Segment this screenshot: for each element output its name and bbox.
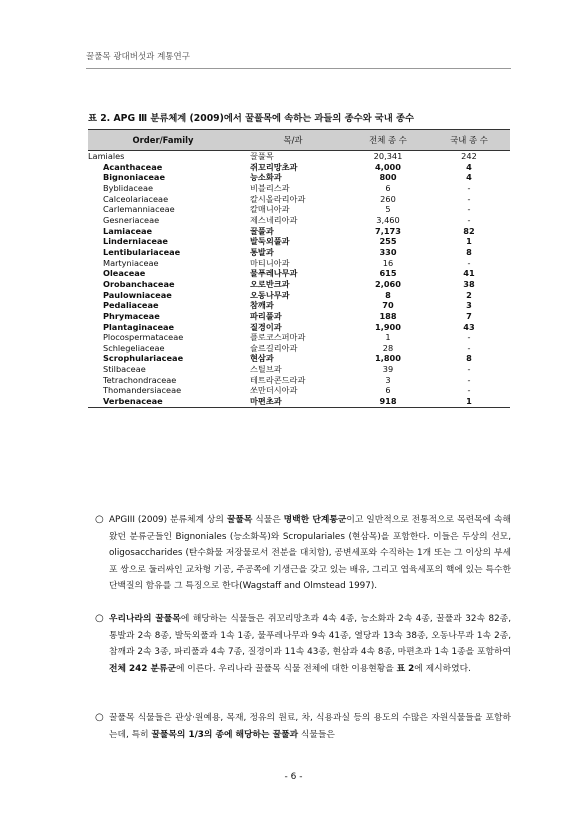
page-number: - 6 -: [284, 772, 303, 782]
table-row: [88, 194, 510, 205]
korean-name-cell: 칼매니아과: [250, 204, 290, 215]
family-name-cell: Phrymaceae: [103, 310, 160, 321]
table-row: [88, 215, 510, 226]
domestic-species-cell: 8: [466, 353, 472, 364]
korean-name-cell: 마티니아과: [250, 257, 290, 268]
korean-name-cell: 참깨과: [250, 300, 274, 311]
species-count-table: [88, 129, 510, 408]
total-species-cell: 4,000: [375, 161, 401, 172]
table-row: [88, 300, 510, 311]
total-species-cell: 1,900: [375, 321, 401, 332]
domestic-species-cell: -: [467, 257, 471, 268]
table-row: [88, 396, 510, 407]
domestic-species-cell: 1: [428, 396, 510, 407]
domestic-species-cell: 1: [466, 236, 472, 247]
total-species-cell: 8: [385, 289, 391, 300]
domestic-species-cell: 2: [466, 289, 472, 300]
domestic-species-cell: 7: [466, 310, 472, 321]
total-species-cell: 39: [382, 364, 394, 375]
domestic-species-cell: -: [467, 364, 471, 375]
korean-name-cell: 꿀풀목: [250, 151, 274, 161]
total-species-cell: 1: [385, 332, 391, 343]
domestic-species-cell: 3: [466, 300, 472, 311]
body-text: 식물은: [252, 515, 284, 525]
korean-name-cell: 플로코스퍼마과: [250, 332, 306, 343]
table-row: [88, 226, 510, 237]
korean-name-cell: 스틸브과: [250, 364, 282, 375]
table-row: [88, 247, 510, 258]
table-row: [88, 385, 510, 396]
family-name-cell: Plocospermataceae: [103, 332, 184, 343]
table-row: [88, 353, 510, 364]
emphasis-text: 표 2: [396, 663, 415, 674]
emphasis-text: 우리나라의 꿀풀목: [109, 614, 181, 624]
column-header-order-family: Order/Family: [88, 130, 238, 151]
family-name-cell: Bignoniaceae: [103, 172, 166, 183]
family-name-cell: Schlegeliaceae: [103, 342, 165, 353]
domestic-species-cell: -: [467, 385, 471, 396]
korean-name-cell: 쏘만더시아과: [250, 385, 298, 396]
family-name-cell: Tetrachondraceae: [103, 374, 177, 385]
family-name-cell: Stilbaceae: [103, 364, 146, 375]
body-text: 꿀풀목 식물들은 관상·원예용, 목재, 정유의 원료, 차, 식용과실 등의 용도의 수많은 자원식물들을 포함하는데, 특히: [109, 713, 511, 740]
korean-name-cell: 발둑외풀과: [250, 236, 290, 247]
total-species-cell: 615: [379, 268, 397, 279]
domestic-species-cell: -: [467, 214, 471, 225]
family-name-cell: Calceolariaceae: [103, 193, 169, 204]
bullet-circle-icon: ○: [95, 613, 104, 624]
total-species-cell: 330: [379, 246, 397, 257]
korean-name-cell: 오로반크과: [250, 278, 290, 289]
total-species-cell: 16: [382, 257, 394, 268]
table-row: [88, 204, 510, 215]
table-row: [88, 162, 510, 173]
domestic-species-cell: -: [467, 204, 471, 215]
family-name-cell: Lentibulariaceae: [103, 246, 181, 257]
domestic-species-cell: 41: [463, 268, 475, 279]
table-row: [88, 268, 510, 279]
total-species-cell: 70: [382, 300, 394, 311]
total-species-cell: 800: [379, 172, 397, 183]
table-row: [88, 364, 510, 375]
domestic-species-cell: 82: [463, 225, 475, 236]
family-name-cell: Thomandersiaceae: [103, 385, 182, 396]
korean-name-cell: 질경이과: [250, 321, 282, 332]
body-text: 에 이른다. 우리나라 꿀풀목 식물 전체에 대한 이용현황을: [175, 663, 397, 674]
table-row: [88, 236, 510, 247]
family-name-cell: Gesneriaceae: [103, 214, 160, 225]
emphasis-text: 꿀풀목의 1/3의 종에 해당하는 꿀풀과: [151, 729, 299, 740]
table-row: [88, 151, 510, 162]
family-name-cell: Martyniaceae: [103, 257, 159, 268]
column-header-korean-name: 목/과: [238, 130, 348, 151]
domestic-species-cell: 8: [466, 246, 472, 257]
korean-name-cell: 현삼과: [250, 353, 274, 364]
table-row: [88, 279, 510, 290]
domestic-species-cell: 38: [463, 278, 475, 289]
family-name-cell: Scrophulariaceae: [103, 353, 184, 364]
total-species-cell: 2,060: [375, 278, 401, 289]
emphasis-text: 꿀풀목: [226, 515, 253, 525]
body-text: 이고 일반적으로 전통적으로 목련목에 속해왔던 분류군들인 Bignoniales (능소화목)와 Scropulariales (현삼목)을 포함한다. 이들은 두상의 선모, oligosaccharides (탄수화물 저장물로서 전분을 대치함), 공변세포와 수직하는 1개 또는 그 이상의 부세포 쌍으로 둘러싸인 교차형 기공, 주공쪽에 기생근을 갖고 있는 배유, 그리고 엽육세포의 핵에 있는 특수한 단백질의 함유를 그 특징으로 한다(Wagstaff and Olmstead 1997).: [109, 515, 511, 592]
domestic-species-cell: -: [467, 342, 471, 353]
paragraph-korean-lamiales: [95, 611, 511, 677]
total-species-cell: 260: [380, 193, 396, 204]
bullet-circle-icon: ○: [95, 514, 104, 525]
table-row: [88, 258, 510, 269]
korean-name-cell: 테트라콘드라과: [250, 374, 306, 385]
body-text: APGIII (2009) 분류체계 상의: [109, 515, 227, 525]
table-row: [88, 332, 510, 343]
korean-name-cell: 제스네리아과: [250, 214, 298, 225]
table-header-row: [88, 130, 510, 151]
domestic-species-cell: 4: [466, 172, 472, 183]
domestic-species-cell: -: [467, 374, 471, 385]
total-species-cell: 3: [385, 374, 391, 385]
total-species-cell: 7,173: [375, 225, 401, 236]
total-species-cell: 918: [348, 396, 428, 407]
korean-name-cell: 칼시올라리아과: [250, 193, 306, 204]
family-name-cell: Acanthaceae: [103, 161, 163, 172]
body-text: 식물들은: [298, 729, 335, 740]
table-row: [88, 290, 510, 301]
table-row: [88, 375, 510, 386]
table-row: [88, 311, 510, 322]
total-species-cell: 6: [385, 385, 391, 396]
domestic-species-cell: 242: [461, 151, 477, 161]
domestic-species-cell: 4: [466, 161, 472, 172]
table-row: [88, 343, 510, 354]
domestic-species-cell: -: [467, 182, 471, 193]
total-species-cell: 1,800: [375, 353, 401, 364]
family-name-cell: Verbenaceae: [88, 396, 238, 407]
bullet-circle-icon: ○: [95, 712, 104, 723]
domestic-species-cell: 43: [463, 321, 475, 332]
table-row: [88, 322, 510, 333]
total-species-cell: 255: [379, 236, 397, 247]
body-text: 에 제시하였다.: [414, 663, 471, 674]
total-species-cell: 20,341: [373, 151, 403, 161]
header-divider: [86, 68, 511, 69]
family-name-cell: Carlemanniaceae: [103, 204, 175, 215]
body-text: 에 해당하는 식물들은 쥐꼬리망초과 4속 4종, 능소화과 2속 4종, 꿀풀과 32속 82종, 통발과 2속 8종, 발둑외풀과 1속 1종, 물푸레나무과 9속 41종, 열당과 13속 38종, 오동나무과 1속 2종, 참깨과 2속 3종, 파리풀과 4속 7종, 질경이과 11속 43종, 현삼과 4속 8종, 마편초과 1속 1종을 포함하여: [109, 614, 511, 658]
table-row: [88, 172, 510, 183]
total-species-cell: 3,460: [376, 214, 400, 225]
running-header: 꿀풀목 광대버섯과 계통연구: [86, 52, 190, 62]
family-name-cell: Pedaliaceae: [103, 300, 159, 311]
total-species-cell: 5: [385, 204, 391, 215]
korean-name-cell: 물푸레나무과: [250, 268, 298, 279]
table-body: [88, 151, 510, 408]
family-name-cell: Plantaginaceae: [103, 321, 175, 332]
family-name-cell: Linderniaceae: [103, 236, 168, 247]
paragraph-apg-description: [95, 512, 511, 595]
family-name-cell: Orobanchaceae: [103, 278, 175, 289]
korean-name-cell: 능소화과: [250, 172, 282, 183]
family-name-cell: Paulowniaceae: [103, 289, 172, 300]
total-species-cell: 28: [382, 342, 394, 353]
emphasis-text: 명백한 단계통군: [283, 515, 347, 525]
column-header-total-species: 전체 종 수: [348, 130, 428, 151]
korean-name-cell: 통발과: [250, 246, 274, 257]
korean-name-cell: 마편초과: [238, 396, 348, 407]
family-name-cell: Lamiales: [88, 151, 125, 161]
paragraph-resource-uses: [95, 710, 511, 743]
table-caption: 표 2. APG Ⅲ 분류체계 (2009)에서 꿀풀목에 속하는 과들의 종수와 국내 종수: [88, 113, 414, 124]
korean-name-cell: 파리풀과: [250, 310, 282, 321]
domestic-species-cell: -: [467, 332, 471, 343]
korean-name-cell: 비블리스과: [250, 182, 290, 193]
column-header-domestic-species: 국내 종 수: [428, 130, 510, 151]
total-species-cell: 188: [379, 310, 397, 321]
korean-name-cell: 쥐꼬리망초과: [250, 161, 298, 172]
total-species-cell: 6: [385, 182, 391, 193]
korean-name-cell: 꿀풀과: [250, 225, 274, 236]
family-name-cell: Lamiaceae: [103, 225, 153, 236]
emphasis-text: 전체 242 분류군: [109, 663, 176, 674]
family-name-cell: Byblidaceae: [103, 182, 154, 193]
table-row: [88, 183, 510, 194]
domestic-species-cell: -: [467, 193, 471, 204]
korean-name-cell: 슐르길리아과: [250, 342, 298, 353]
korean-name-cell: 오동나무과: [250, 289, 290, 300]
family-name-cell: Oleaceae: [103, 268, 146, 279]
